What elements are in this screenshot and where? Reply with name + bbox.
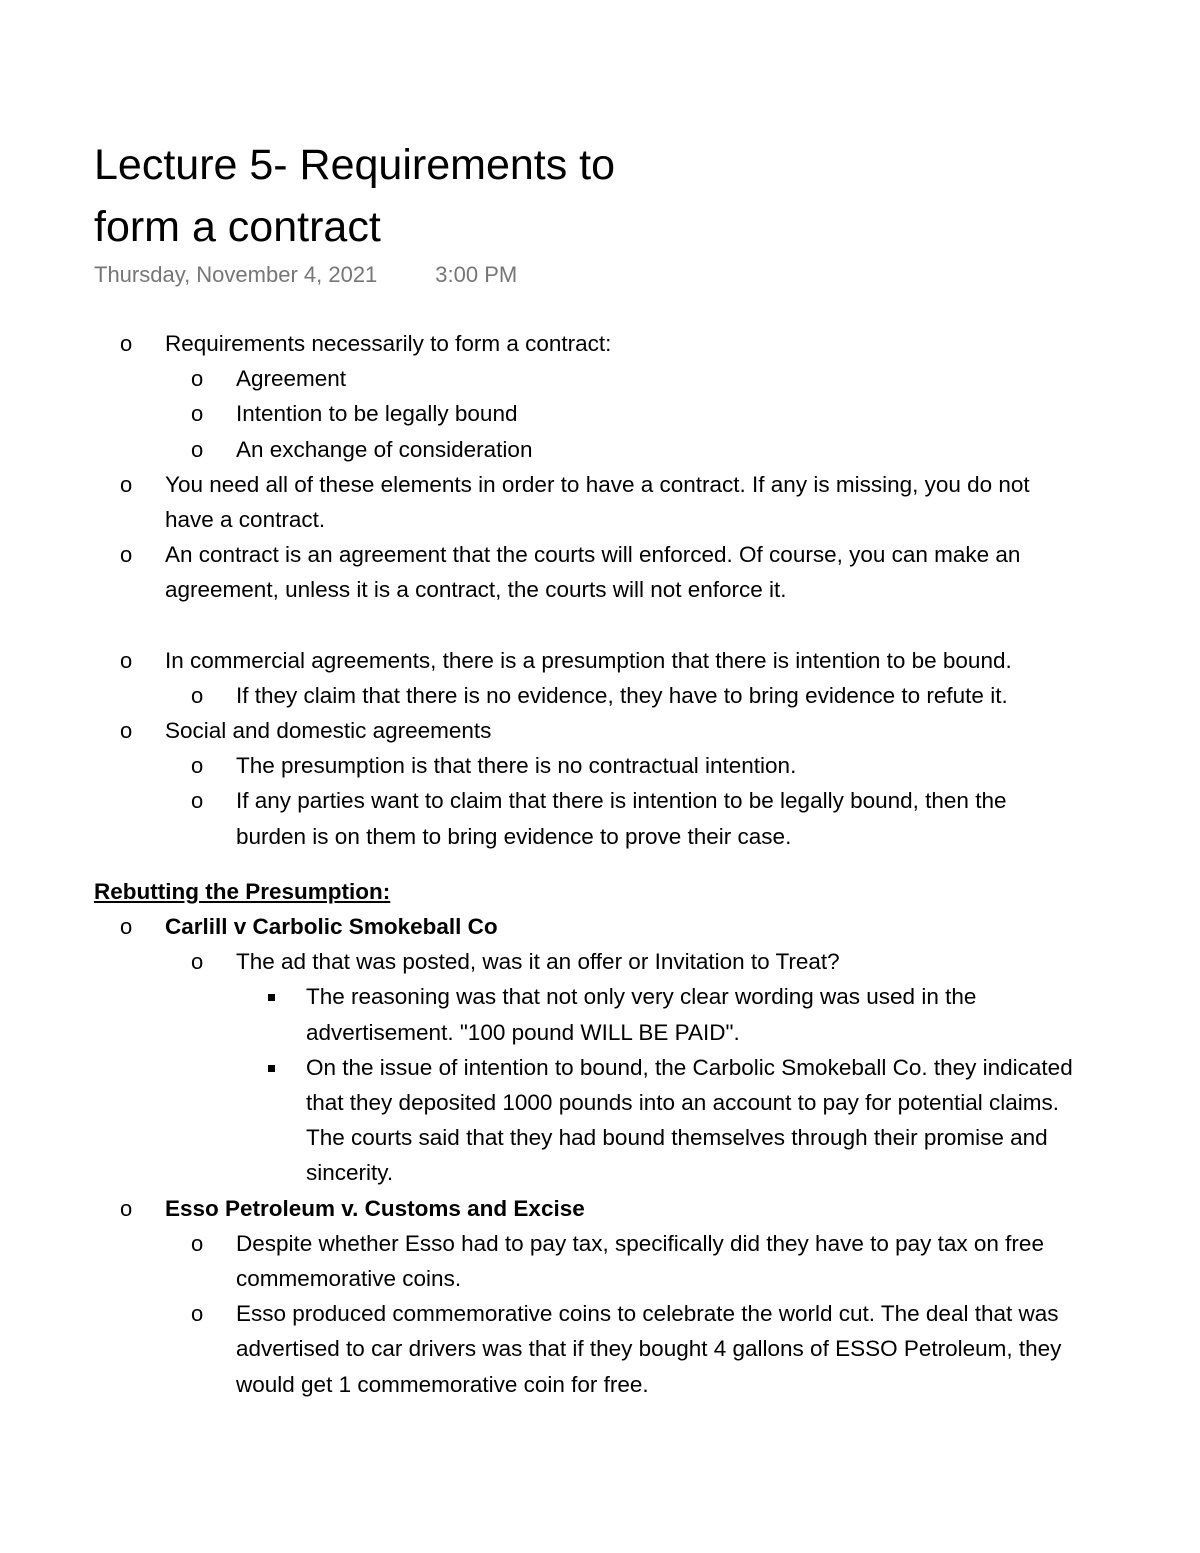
circle-bullet-icon: o [191,753,204,779]
list-item [0,944,1200,979]
circle-bullet-icon: o [191,682,204,708]
list-item [0,361,1200,396]
square-bullet-icon [268,1065,275,1072]
case-name: Carlill v Carbolic Smokeball Co [165,914,498,940]
list-item-text: The reasoning was that not only very clear wording was used in the [306,984,977,1010]
list-item-text: have a contract. [165,507,326,533]
list-item [0,909,1200,944]
list-item-text: An contract is an agreement that the courts will enforced. Of course, you can make an [165,542,1021,568]
list-item-text: agreement, unless it is a contract, the courts will not enforce it. [165,577,787,603]
page-title-line-2: form a contract [94,203,381,251]
list-item-text: The courts said that they had bound themselves through their promise and [306,1125,1048,1151]
list-item [0,678,1200,713]
section-heading: Rebutting the Presumption: [94,878,391,904]
case-name: Esso Petroleum v. Customs and Excise [165,1195,585,1221]
list-item-text: Agreement [236,366,347,392]
list-item [0,1296,1200,1402]
list-item-text: Esso produced commemorative coins to celebrate the world cut. The deal that was [236,1301,1059,1327]
notes-body [0,326,1200,1440]
list-item [0,1191,1200,1226]
circle-bullet-icon: o [191,1301,204,1327]
circle-bullet-icon: o [191,1230,204,1256]
list-item-text: Social and domestic agreements [165,718,492,744]
list-item-text: advertisement. "100 pound WILL BE PAID". [306,1019,740,1045]
circle-bullet-icon: o [120,1195,133,1221]
list-item [0,1050,1200,1191]
circle-bullet-icon: o [191,366,204,392]
list-item-text: burden is on them to bring evidence to prove their case. [236,823,792,849]
circle-bullet-icon: o [191,436,204,462]
list-item [0,537,1200,607]
list-item-text: The presumption is that there is no contractual intention. [236,753,797,779]
list-item-text: If they claim that there is no evidence, they have to bring evidence to refute it. [236,682,1008,708]
page-metadata [94,262,517,288]
circle-bullet-icon: o [191,949,204,975]
list-item [0,979,1200,1049]
circle-bullet-icon: o [120,331,133,356]
square-bullet-icon [268,994,275,1001]
page-date: Thursday, November 4, 2021 [94,262,378,287]
list-item [0,1226,1200,1296]
circle-bullet-icon: o [191,788,204,814]
circle-bullet-icon: o [120,647,133,673]
list-item-text: that they deposited 1000 pounds into an account to pay for potential claims. [306,1090,1060,1116]
list-item-text: commemorative coins. [236,1266,462,1292]
list-item-text: Despite whether Esso had to pay tax, specifically did they have to pay tax on free [236,1230,1044,1256]
list-item [0,748,1200,783]
list-item-text: If any parties want to claim that there is intention to be legally bound, then the [236,788,1007,814]
list-item-text: sincerity. [306,1160,394,1186]
list-item [0,326,1200,361]
list-item-text: advertised to car drivers was that if they bought 4 gallons of ESSO Petroleum, they [236,1336,1062,1362]
list-item-text: would get 1 commemorative coin for free. [236,1371,649,1397]
circle-bullet-icon: o [191,401,204,427]
list-item-text: In commercial agreements, there is a presumption that there is intention to be bound. [165,647,1012,673]
list-item-text: You need all of these elements in order to have a contract. If any is missing, you do not [165,471,1030,497]
page-title-line-1: Lecture 5- Requirements to [94,141,616,189]
page-time: 3:00 PM [435,262,518,287]
list-item [0,432,1200,467]
spacer [0,608,1200,643]
circle-bullet-icon: o [120,718,133,744]
list-item-text: An exchange of consideration [236,436,533,462]
list-item [0,396,1200,431]
list-item [0,643,1200,678]
page-title [94,134,794,258]
list-item-text: The ad that was posted, was it an offer or Invitation to Treat? [236,949,840,975]
list-item [0,467,1200,537]
list-item-text: On the issue of intention to bound, the Carbolic Smokeball Co. they indicated [306,1054,1073,1080]
list-item [0,783,1200,853]
list-item [0,713,1200,748]
circle-bullet-icon: o [120,914,133,940]
circle-bullet-icon: o [120,471,133,497]
list-item-text: Intention to be legally bound [236,401,518,427]
list-item-text: Requirements necessarily to form a contract: [165,331,612,356]
circle-bullet-icon: o [120,542,133,568]
